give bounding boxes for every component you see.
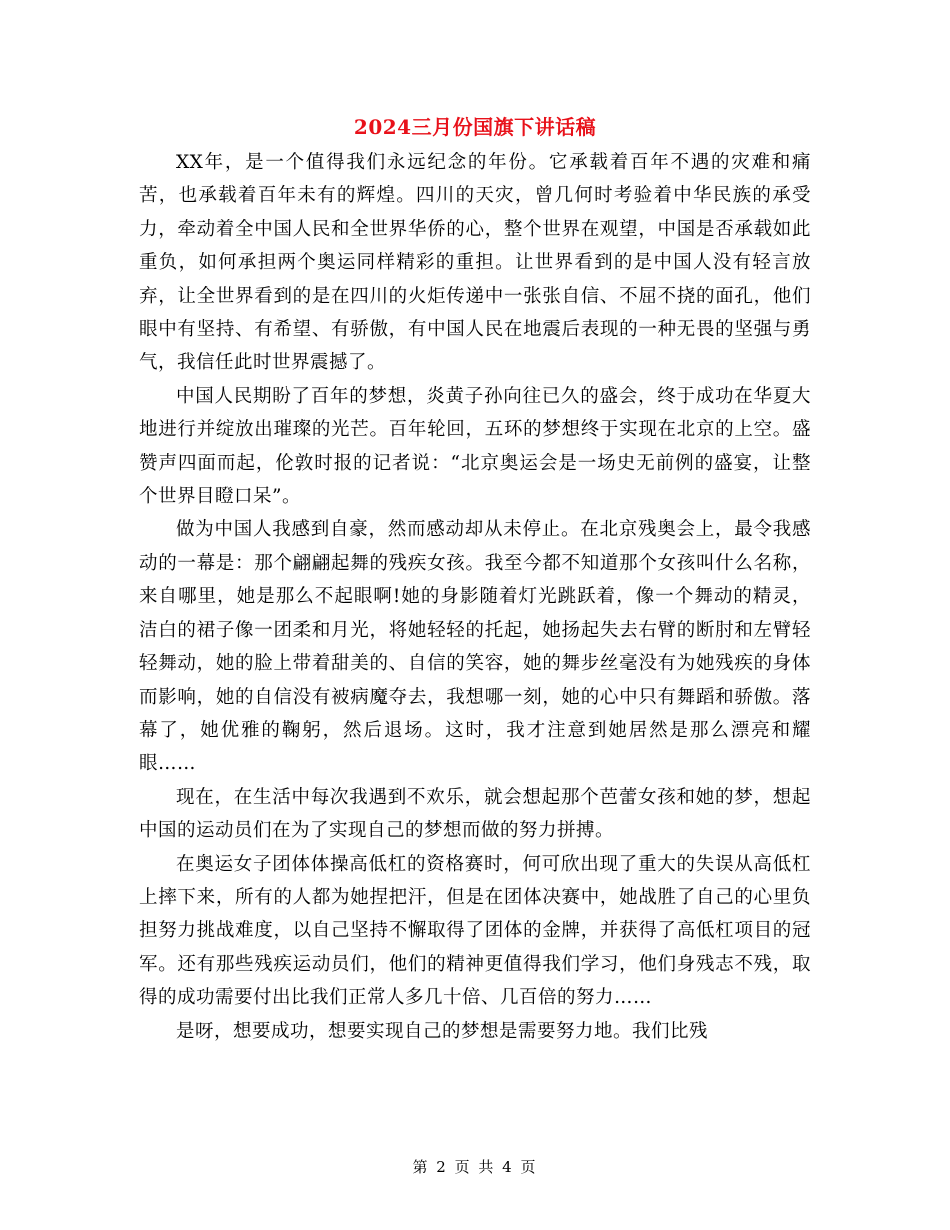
document-body bbox=[139, 146, 811, 1048]
paragraph-2: 中国人民期盼了百年的梦想，炎黄子孙向往已久的盛会，终于成功在华夏大地进行并绽放出璀璨的光芒。百年轮回，五环的梦想终于实现在北京的上空。盛赞声四面而起，伦敦时报的记者说：“北京奥运会是一场史无前例的盛宴，让整个世界目瞪口呆”。 bbox=[139, 385, 811, 508]
page-number-footer: 第 2 页 共 4 页 bbox=[412, 1158, 538, 1176]
document-title: 2024三月份国旗下讲话稿 bbox=[353, 115, 597, 139]
paragraph-3: 做为中国人我感到自豪，然而感动却从未停止。在北京残奥会上，最令我感动的一幕是：那个翩翩起舞的残疾女孩。我至今都不知道那个女孩叫什么名称，来自哪里，她是那么不起眼啊!她的身影随着灯光跳跃着，像一个舞动的精灵，洁白的裙子像一团柔和月光，将她轻轻的托起，她扬起失去右臂的断肘和左臂轻轻舞动，她的脸上带着甜美的、自信的笑容，她的舞步丝毫没有为她残疾的身体而影响，她的自信没有被病魔夺去，我想哪一刻，她的心中只有舞蹈和骄傲。落幕了，她优雅的鞠躬，然后退场。这时，我才注意到她居然是那么漂亮和耀眼…… bbox=[139, 519, 811, 775]
paragraph-6: 是呀，想要成功，想要实现自己的梦想是需要努力地。我们比残 bbox=[176, 1020, 709, 1042]
paragraph-4: 现在，在生活中每次我遇到不欢乐，就会想起那个芭蕾女孩和她的梦，想起中国的运动员们在为了实现自己的梦想而做的努力拼搏。 bbox=[139, 786, 811, 842]
paragraph-5: 在奥运女子团体体操高低杠的资格赛时，何可欣出现了重大的失误从高低杠上摔下来，所有的人都为她捏把汗，但是在团体决赛中，她战胜了自己的心里负担努力挑战难度，以自己坚持不懈取得了团体的金牌，并获得了高低杠项目的冠军。还有那些残疾运动员们，他们的精神更值得我们学习，他们身残志不残，取得的成功需要付出比我们正常人多几十倍、几百倍的努力…… bbox=[139, 853, 811, 1009]
paragraph-1: XX年，是一个值得我们永远纪念的年份。它承载着百年不遇的灾难和痛苦，也承载着百年未有的辉煌。四川的天灾，曾几何时考验着中华民族的承受力，牵动着全中国人民和全世界华侨的心，整个世界在观望，中国是否承载如此重负，如何承担两个奥运同样精彩的重担。让世界看到的是中国人没有轻言放弃，让全世界看到的是在四川的火炬传递中一张张自信、不屈不挠的面孔，他们眼中有坚持、有希望、有骄傲，有中国人民在地震后表现的一种无畏的坚强与勇气，我信任此时世界震撼了。 bbox=[139, 152, 811, 374]
